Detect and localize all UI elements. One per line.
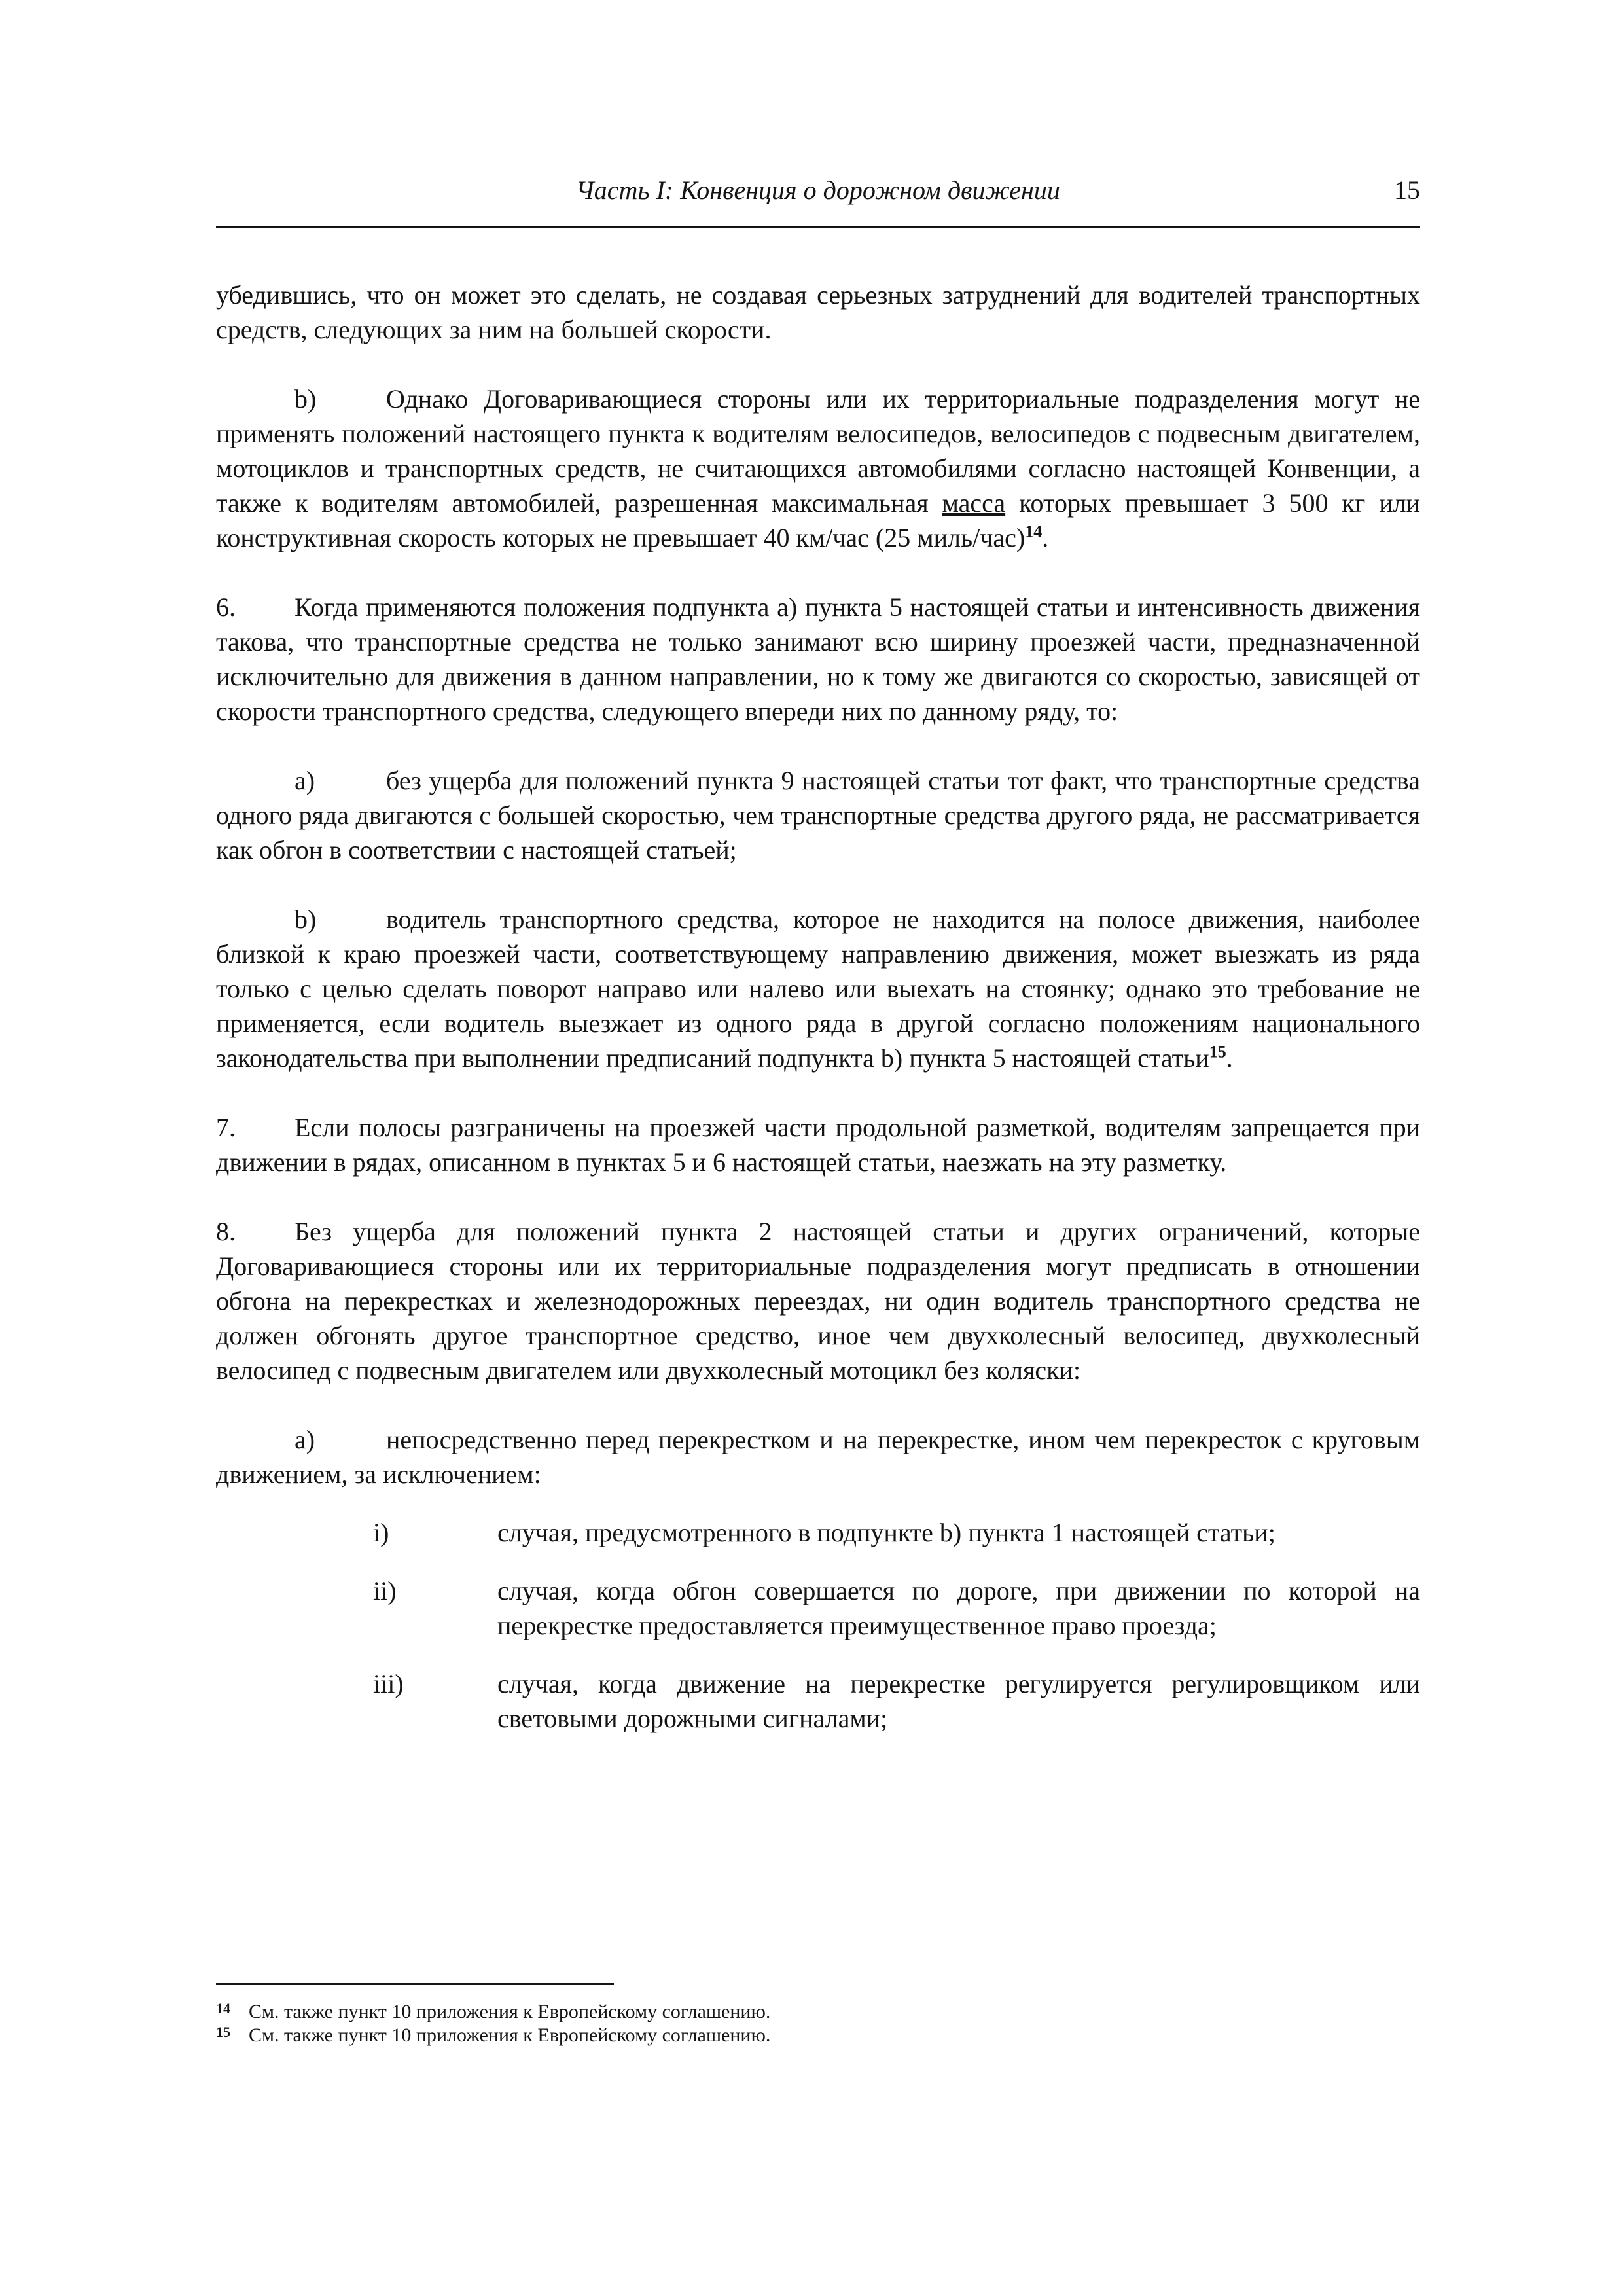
footnote-text: См. также пункт 10 приложения к Европейскому соглашению. [249, 2001, 771, 2022]
underlined-word: масса [942, 488, 1006, 518]
paragraph-7 [216, 1110, 1420, 1179]
paragraph-6b [216, 902, 1420, 1075]
item-marker: ii) [373, 1576, 397, 1605]
punctuation: . [1226, 1043, 1233, 1073]
footnote [216, 2000, 1420, 2024]
paragraph-text: водитель транспортного средства, которое не находится на полосе движения, наиболее близкой к краю проезжей части, соответствующему направлению движения, может выезжать из ряда только с целью сделать поворот направо или налево или выехать на стоянку; однако это требование не применяется, если водитель выезжает из одного ряда в другой согласно положениям национального законодательства при выполнении предписаний подпункта b) пункта 5 настоящей статьи [216, 905, 1420, 1073]
footnote-reference[interactable]: 15 [1209, 1042, 1226, 1062]
paragraph-6 [216, 590, 1420, 728]
list-item-i [340, 1515, 1420, 1550]
item-marker: b) [294, 905, 317, 934]
footnote-number: 14 [216, 2000, 230, 2017]
paragraph-text: без ущерба для положений пункта 9 настоящей статьи тот факт, что транспортные средства одного ряда двигаются с большей скоростью, чем транспортные средства другого ряда, не рассматривается как обгон в соответствии с настоящей статьей; [216, 766, 1420, 865]
header-rule [216, 226, 1420, 228]
footnote-separator [216, 1983, 614, 1985]
item-marker: a) [294, 1425, 315, 1454]
item-marker: b) [294, 384, 317, 414]
list-item-ii [340, 1573, 1420, 1643]
paragraph-5b [216, 382, 1420, 555]
paragraph-6a [216, 763, 1420, 867]
list-item-text: случая, предусмотренного в подпункте b) пункта 1 настоящей статьи; [497, 1518, 1275, 1547]
footnotes [216, 2000, 1420, 2047]
footnote-reference[interactable]: 14 [1025, 522, 1043, 541]
punctuation: . [1042, 523, 1049, 552]
item-marker: i) [373, 1518, 389, 1547]
paragraph-text: Однако Договаривающиеся стороны или их территориальные подразделения могут не применять положений настоящего пункта к водителям велосипедов, велосипедов с подвесным двигателем, мотоциклов и транспортных средств, не считающихся автомобилями согласно настоящей Конвенции, а также к водителям автомобилей, разрешенная максимальная [216, 384, 1420, 518]
paragraph-text: которых превышает 3 500 кг или конструктивная скорость которых не превышает 40 км/час (25 миль/час) [216, 488, 1421, 552]
body-text [216, 278, 1420, 1736]
list-item-iii [340, 1666, 1420, 1736]
running-header-title: Часть I: Конвенция о дорожном движении [576, 175, 1060, 205]
page-number: 15 [1394, 175, 1420, 205]
paragraph-8a [216, 1422, 1420, 1492]
footnote-number: 15 [216, 2024, 230, 2040]
item-marker: 8. [216, 1217, 236, 1246]
item-marker: a) [294, 766, 315, 795]
paragraph-text: Если полосы разграничены на проезжей части продольной разметкой, водителям запрещается при движении в рядах, описанном в пунктах 5 и 6 настоящей статьи, наезжать на эту разметку. [216, 1113, 1420, 1177]
paragraph-continuation: убедившись, что он может это сделать, не создавая серьезных затруднений для водителей транспортных средств, следующих за ним на большей скорости. [216, 280, 1420, 344]
list-item-text: случая, когда обгон совершается по дороге, при движении по которой на перекрестке предоставляется преимущественное право проезда; [497, 1576, 1420, 1640]
paragraph-text: Когда применяются положения подпункта a) пункта 5 настоящей статьи и интенсивность движения такова, что транспортные средства не только занимают всю ширину проезжей части, предназначенной исключительно для движения в данном направлении, но к тому же двигаются со скоростью, зависящей от скорости транспортного средства, следующего впереди них по данному ряду, то: [216, 592, 1420, 726]
item-marker: iii) [373, 1669, 404, 1698]
item-marker: 6. [216, 592, 236, 622]
list-item-text: случая, когда движение на перекрестке регулируется регулировщиком или световыми дорожными сигналами; [497, 1669, 1420, 1733]
paragraph-8 [216, 1214, 1420, 1388]
footnote [216, 2024, 1420, 2047]
item-marker: 7. [216, 1113, 236, 1142]
paragraph-text: Без ущерба для положений пункта 2 настоящей статьи и других ограничений, которые Договаривающиеся стороны или их территориальные подразделения могут предписать в отношении обгона на перекрестках и железнодорожных переездах, ни один водитель транспортного средства не должен обгонять другое транспортное средство, иное чем двухколесный велосипед, двухколесный велосипед с подвесным двигателем или двухколесный мотоцикл без коляски: [216, 1217, 1420, 1385]
paragraph-text: непосредственно перед перекрестком и на перекрестке, ином чем перекресток с круговым движением, за исключением: [216, 1425, 1420, 1489]
footnote-text: См. также пункт 10 приложения к Европейскому соглашению. [249, 2024, 771, 2046]
